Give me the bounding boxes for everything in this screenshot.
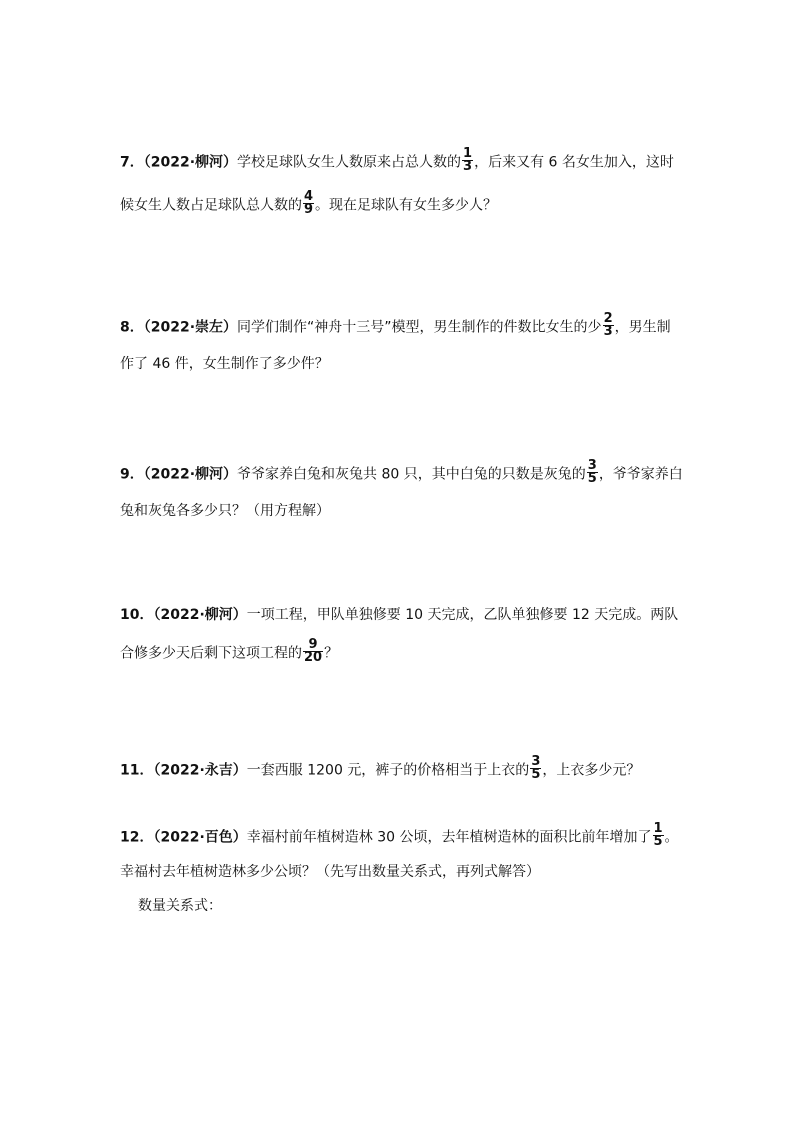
question-7 <box>120 146 680 218</box>
question-line <box>120 146 680 175</box>
question-line: 幸福村去年植树造林多少公顷？（先写出数量关系式，再列式解答） <box>120 864 540 880</box>
fraction <box>462 148 473 173</box>
question-text: 候女生人数占足球队总人数的 <box>120 197 302 214</box>
question-number: 12． <box>120 829 154 846</box>
question-11 <box>120 754 680 783</box>
question-text: ，男生制 <box>614 319 671 336</box>
fraction-denominator: 3 <box>463 159 473 174</box>
question-text: 一套西服 1200 元，裤子的价格相当于上衣的 <box>246 762 530 779</box>
fraction-numerator: 1 <box>463 146 473 161</box>
relation-label: 数量关系式： <box>138 898 222 914</box>
question-source: （2022·永吉） <box>153 762 247 779</box>
question-source: （2022·柳河） <box>153 607 247 623</box>
fraction-numerator: 3 <box>531 754 541 769</box>
question-line <box>120 605 680 625</box>
question-number: 11． <box>120 762 154 779</box>
question-text: 同学们制作“神舟十三号”模型，男生制作的件数比女生的少 <box>237 319 602 336</box>
question-number: 9． <box>120 466 144 483</box>
question-text: ，爷爷家养白 <box>598 466 683 483</box>
fraction-numerator: 9 <box>308 637 318 652</box>
fraction-denominator: 5 <box>531 767 541 782</box>
question-line <box>120 458 683 487</box>
question-text: ，上衣多少元？ <box>542 762 641 779</box>
question-number: 7． <box>120 154 144 171</box>
question-source: （2022·柳河） <box>143 466 238 483</box>
question-text: 合修多少天后剩下这项工程的 <box>120 645 302 662</box>
question-text: ，后来又有 6 名女生加入，这时 <box>474 154 674 171</box>
fraction <box>530 756 541 781</box>
question-9 <box>120 458 683 521</box>
fraction-denominator: 3 <box>603 324 613 339</box>
fraction <box>303 191 314 216</box>
fraction-numerator: 4 <box>304 189 314 204</box>
question-line: 作了 46 件，女生制作了多少件？ <box>120 356 329 372</box>
question-10 <box>120 605 680 666</box>
fraction <box>653 823 664 848</box>
fraction-denominator: 9 <box>304 202 314 217</box>
question-line <box>120 637 680 666</box>
question-source: （2022·百色） <box>153 829 247 846</box>
fraction-denominator: 5 <box>653 834 663 849</box>
fraction-numerator: 2 <box>603 311 613 326</box>
question-line <box>120 311 680 340</box>
question-8 <box>120 311 680 374</box>
question-text: 幸福村前年植树造林 30 公顷，去年植树造林的面积比前年增加了 <box>246 829 652 846</box>
question-text: 一项工程，甲队单独修要 10 天完成，乙队单独修要 12 天完成。两队 <box>246 607 679 623</box>
question-text: 爷爷家养白兔和灰兔共 80 只，其中白兔的只数是灰兔的 <box>237 466 586 483</box>
question-12 <box>120 821 680 882</box>
question-number: 8． <box>120 319 144 336</box>
question-line <box>120 821 680 850</box>
question-text: 学校足球队女生人数原来占总人数的 <box>237 154 462 171</box>
question-source: （2022·崇左） <box>143 319 238 336</box>
fraction-numerator: 3 <box>587 458 597 473</box>
question-text: 。 <box>664 829 679 846</box>
question-number: 10． <box>120 607 154 623</box>
question-text: 。现在足球队有女生多少人？ <box>315 197 498 214</box>
fraction <box>603 313 614 338</box>
question-line <box>120 754 680 783</box>
question-line: 兔和灰兔各多少只？（用方程解） <box>120 503 330 519</box>
fraction-denominator: 20 <box>304 650 323 665</box>
fraction-numerator: 1 <box>653 821 663 836</box>
question-text: ？ <box>324 645 339 662</box>
question-source: （2022·柳河） <box>143 154 238 171</box>
fraction-denominator: 5 <box>587 471 597 486</box>
fraction <box>587 460 598 485</box>
fraction <box>303 639 323 664</box>
question-line <box>120 189 680 218</box>
